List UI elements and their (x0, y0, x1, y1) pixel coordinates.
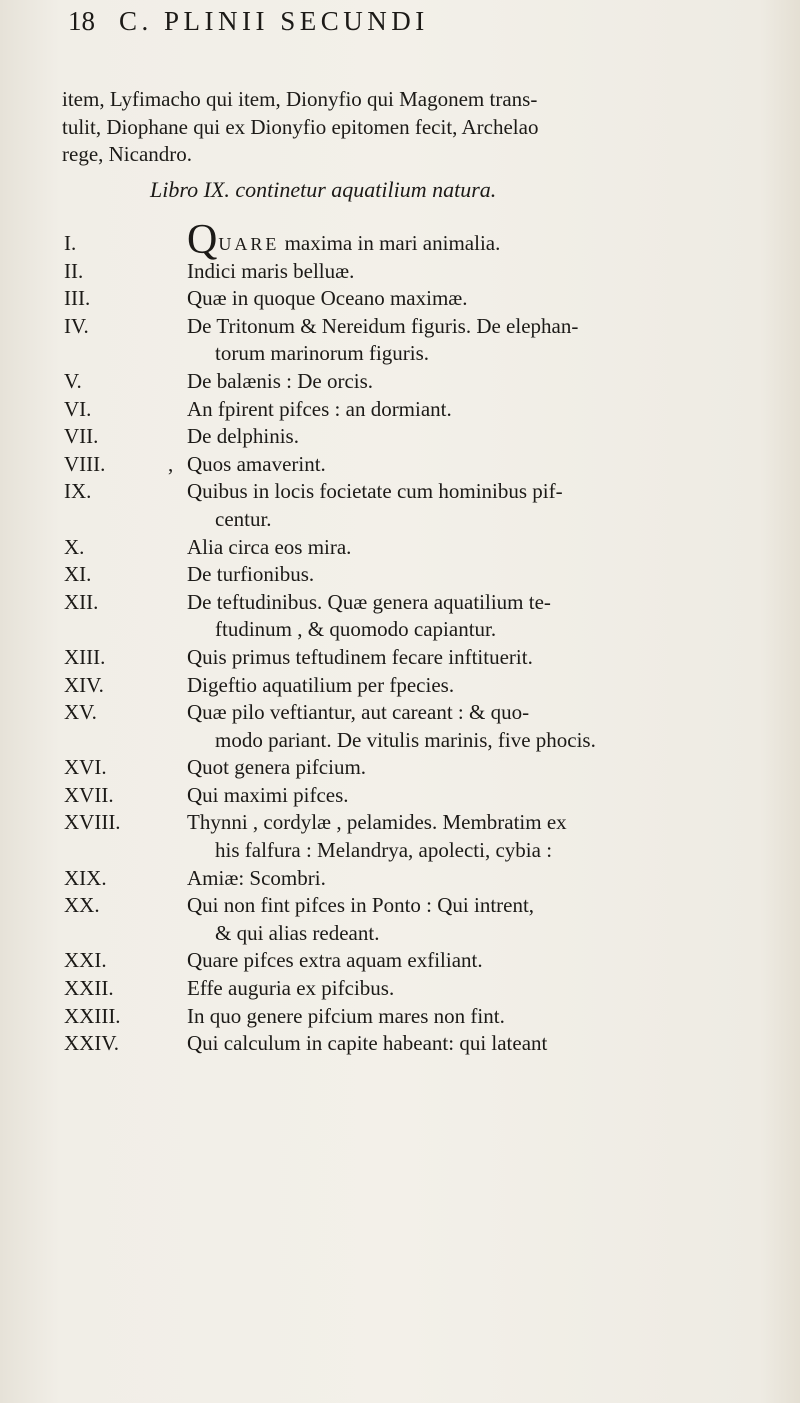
chapter-title (187, 644, 774, 672)
chapter-number: V. (64, 368, 82, 393)
chapter-title (187, 368, 774, 396)
chapter-number: XII. (64, 589, 99, 614)
running-head: C. PLINII SECUNDI (119, 6, 429, 36)
chapter-entry (64, 561, 774, 589)
chapter-title-line: modo pariant. De vitulis marinis, five phocis. (215, 727, 596, 752)
intro-line: rege, Nicandro. (62, 142, 193, 166)
chapter-title-line: In quo genere pifcium mares non fint. (187, 1003, 505, 1028)
chapter-number: XIII. (64, 644, 106, 669)
chapter-title-line: Amiæ: Scombri. (187, 865, 326, 890)
chapter-title-line: his falfura : Melandrya, apolecti, cybia : (215, 838, 553, 863)
drop-capital: Q (187, 217, 218, 263)
chapter-title (187, 534, 774, 562)
chapter-number: XXII. (64, 976, 114, 1001)
chapter-title-line: Qui calculum in capite habeant: qui lateant (187, 1031, 548, 1056)
chapter-title (187, 561, 774, 589)
intro-paragraph (62, 86, 762, 169)
chapter-title-line: centur. (215, 506, 272, 531)
chapter-title-line: Quot genera pifcium. (187, 755, 367, 780)
chapter-number: XI. (64, 562, 92, 587)
chapter-title (187, 396, 774, 424)
chapter-entry (64, 423, 774, 451)
chapter-title (187, 754, 774, 782)
chapter-number: X. (64, 534, 85, 559)
chapter-list (64, 217, 774, 1058)
chapter-entry (64, 396, 774, 424)
page-header (68, 6, 768, 42)
chapter-number: VII. (64, 424, 99, 449)
chapter-entry (64, 644, 774, 672)
chapter-entry (64, 258, 774, 286)
chapter-number: IV. (64, 313, 89, 338)
chapter-title (187, 451, 774, 479)
intro-line: tulit, Diophane qui ex Dionyfio epitomen fecit, Archelao (62, 114, 539, 139)
chapter-entry (64, 1003, 774, 1031)
chapter-title-line: Effe auguria ex pifcibus. (187, 976, 395, 1001)
chapter-title (187, 809, 774, 864)
chapter-title (187, 478, 774, 533)
chapter-title (187, 975, 774, 1003)
chapter-title (187, 699, 774, 754)
chapter-title (187, 892, 774, 947)
chapter-title-line: Quos amaverint. (187, 451, 326, 476)
chapter-title (187, 865, 774, 893)
chapter-title-line: Digeftio aquatilium per fpecies. (187, 672, 455, 697)
chapter-entry (64, 892, 774, 947)
page-number: 18 (68, 6, 95, 36)
chapter-number: XIV. (64, 672, 104, 697)
chapter-title-line (187, 217, 774, 263)
chapter-entry (64, 478, 774, 533)
chapter-title (187, 672, 774, 700)
chapter-entry (64, 947, 774, 975)
chapter-title (187, 1030, 774, 1058)
chapter-entry (64, 589, 774, 644)
chapter-title-line: Thynni , cordylæ , pelamides. Membratim ex (187, 810, 567, 835)
chapter-title-line: torum marinorum figuris. (215, 341, 430, 366)
chapter-entry (64, 285, 774, 313)
chapter-title-line: Qui maximi pifces. (187, 782, 349, 807)
chapter-title (187, 947, 774, 975)
chapter-title (187, 782, 774, 810)
chapter-title-line: Alia circa eos mira. (187, 534, 352, 559)
chapter-title (187, 589, 774, 644)
chapter-title-line: Quibus in locis focietate cum hominibus pif- (187, 479, 563, 504)
chapter-number: VIII. (64, 451, 106, 476)
chapter-entry (64, 865, 774, 893)
chapter-entry (64, 534, 774, 562)
intro-line: item, Lyfimacho qui item, Dionyfio qui Magonem trans- (62, 87, 538, 111)
chapter-title-line: Quis primus teftudinem fecare inftituerit. (187, 644, 533, 669)
chapter-title-line: An fpirent pifces : an dormiant. (187, 396, 452, 421)
chapter-title-line: De turfionibus. (187, 562, 315, 587)
chapter-title-line: De Tritonum & Nereidum figuris. De elephan- (187, 313, 579, 338)
chapter-title-line: Indici maris belluæ. (187, 258, 355, 283)
chapter-number: XXI. (64, 948, 107, 973)
chapter-number: XVII. (64, 782, 114, 807)
chapter-number: XIX. (64, 865, 107, 890)
chapter-entry (64, 782, 774, 810)
chapter-title-line: & qui alias redeant. (215, 920, 380, 945)
chapter-number: VI. (64, 396, 92, 421)
chapter-entry (64, 217, 774, 263)
chapter-number: III. (64, 286, 91, 311)
chapter-title (187, 258, 774, 286)
chapter-entry (64, 451, 774, 479)
chapter-title-text: maxima in mari animalia. (279, 231, 501, 255)
chapter-number: XXIV. (64, 1031, 120, 1056)
chapter-entry (64, 1030, 774, 1058)
chapter-entry (64, 313, 774, 368)
chapter-title-line: Quare pifces extra aquam exfiliant. (187, 948, 483, 973)
chapter-number: IX. (64, 479, 92, 504)
chapter-number: XVI. (64, 755, 107, 780)
chapter-entry (64, 754, 774, 782)
chapter-title (187, 423, 774, 451)
chapter-number: I. (64, 231, 77, 255)
small-caps-text: UARE (218, 234, 280, 254)
chapter-number: XV. (64, 700, 97, 725)
chapter-number: XVIII. (64, 810, 121, 835)
chapter-entry (64, 699, 774, 754)
chapter-number: XX. (64, 893, 100, 918)
chapter-title-line: De teftudinibus. Quæ genera aquatilium te- (187, 589, 551, 614)
book-heading: Libro IX. continetur aquatilium natura. (150, 177, 497, 202)
stray-mark: , (168, 451, 174, 476)
chapter-entry (64, 809, 774, 864)
chapter-title-line: Quæ pilo veftiantur, aut careant : & quo- (187, 700, 530, 725)
chapter-title-line: ftudinum , & quomodo capiantur. (215, 617, 497, 642)
chapter-title (187, 1003, 774, 1031)
chapter-title-line: De delphinis. (187, 424, 299, 449)
chapter-entry (64, 975, 774, 1003)
chapter-number: XXIII. (64, 1003, 121, 1028)
chapter-title-line: Qui non fint pifces in Ponto : Qui intrent, (187, 893, 535, 918)
chapter-title (187, 217, 774, 263)
chapter-title-line: Quæ in quoque Oceano maximæ. (187, 286, 468, 311)
chapter-number: II. (64, 258, 84, 283)
chapter-title-line: De balænis : De orcis. (187, 368, 374, 393)
chapter-title (187, 285, 774, 313)
chapter-title (187, 313, 774, 368)
chapter-entry (64, 672, 774, 700)
chapter-entry (64, 368, 774, 396)
